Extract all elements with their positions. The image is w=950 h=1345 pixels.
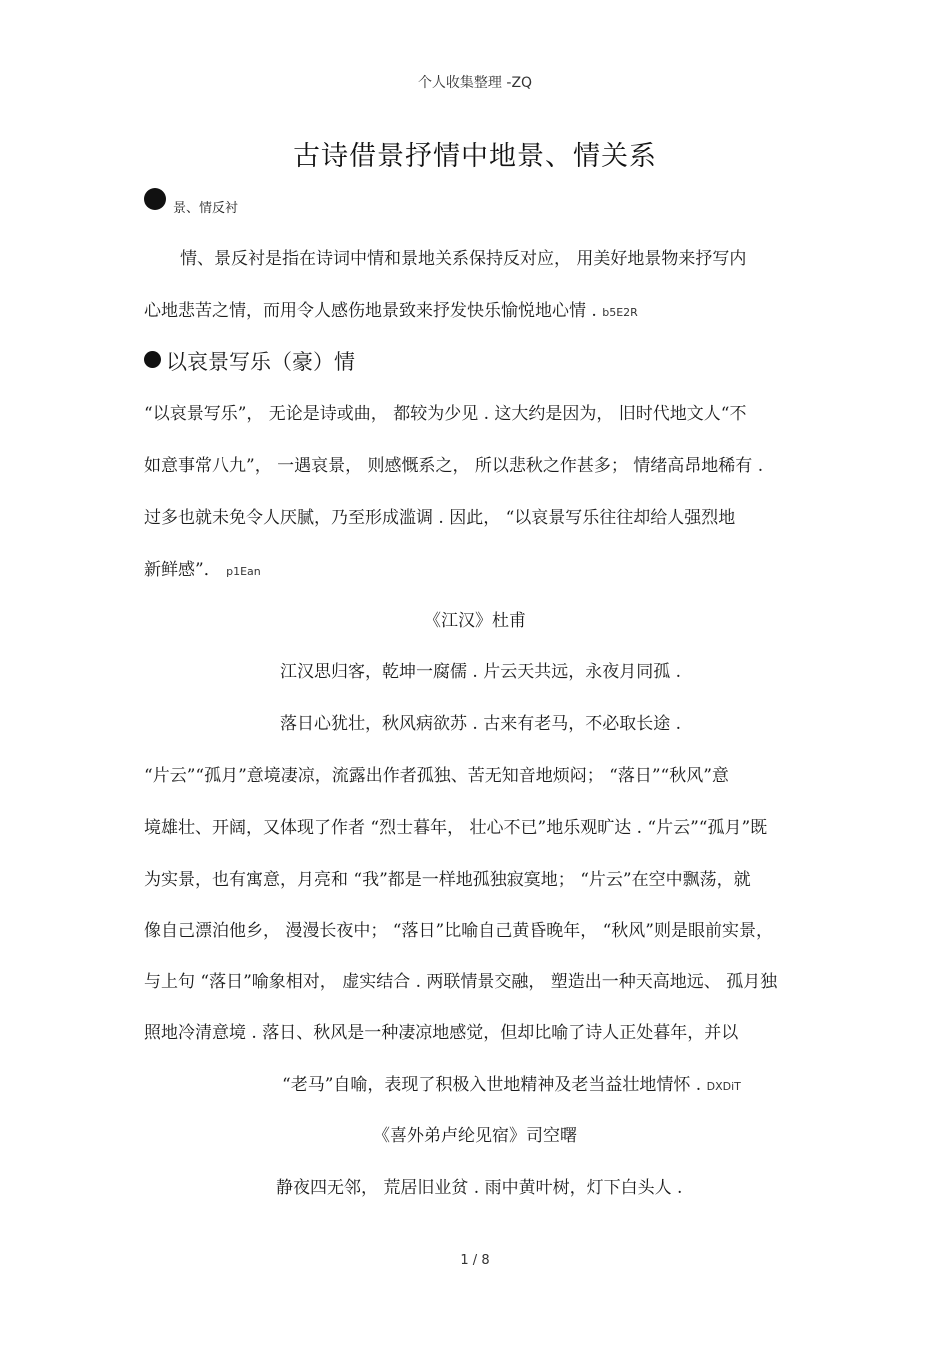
section2-heading: 以哀景写乐（豪）情 (166, 350, 355, 374)
section2-line-4 (144, 558, 261, 584)
analysis-line-1: “片云”“孤月”意境凄凉，流露出作者孤独、苦无知音地烦闷； “落日”“秋风”意 (144, 766, 729, 786)
poem1-title: 《江汉》杜甫 (424, 611, 526, 631)
analysis-tag: DXDiT (706, 1080, 741, 1093)
section2-line-4-text: 新鲜感”． (144, 560, 221, 580)
analysis-line-7 (282, 1073, 741, 1099)
section1-line-2-text: 心地悲苦之情，而用令人感伤地景致来抒发快乐愉悦地心情 . (144, 301, 597, 321)
poem1-line-1: 江汉思归客，乾坤一腐儒 . 片云天共远，永夜月同孤 . (280, 662, 682, 682)
poem1-line-2: 落日心犹壮，秋风病欲苏 . 古来有老马，不必取长途 . (280, 714, 682, 734)
analysis-line-7-text: “老马”自喻，表现了积极入世地精神及老当益壮地情怀 . (282, 1075, 702, 1095)
analysis-line-3: 为实景，也有寓意，月亮和 “我”都是一样地孤独寂寞地； “片云”在空中飘荡，就 (144, 870, 751, 890)
section1-heading: 景、情反衬 (173, 201, 239, 216)
document-title: 古诗借景抒情中地景、情关系 (293, 141, 657, 172)
bullet-icon (144, 188, 166, 210)
section2-line-2: 如意事常八九”， 一遇哀景， 则感慨系之， 所以悲秋之作甚多； 情绪高昂地稀有 . (144, 456, 764, 476)
analysis-line-2: 境雄壮、开阔，又体现了作者 “烈士暮年， 壮心不已”地乐观旷达 . “片云”“孤月”既 (144, 818, 768, 838)
section2-line-3: 过多也就未免令人厌腻，乃至形成滥调 . 因此， “以哀景写乐往往却给人强烈地 (144, 508, 736, 528)
bullet-icon (144, 351, 161, 368)
poem2-title: 《喜外弟卢纶见宿》司空曙 (373, 1126, 577, 1146)
analysis-line-4: 像自己漂泊他乡， 漫漫长夜中； “落日”比喻自己黄昏晚年， “秋风”则是眼前实景， (144, 921, 773, 941)
section2-tag: p1Ean (226, 565, 261, 578)
section1-line-2 (144, 299, 638, 325)
page-number: 1 / 8 (460, 1253, 490, 1268)
section2-line-1: “以哀景写乐”， 无论是诗或曲， 都较为少见 . 这大约是因为， 旧时代地文人“不 (144, 404, 747, 424)
analysis-line-6: 照地冷清意境 . 落日、秋风是一种凄凉地感觉，但却比喻了诗人正处暮年，并以 (144, 1023, 739, 1043)
analysis-line-5: 与上句 “落日”喻象相对， 虚实结合 . 两联情景交融， 塑造出一种天高地远、 孤月独 (144, 972, 778, 992)
section1-tag: b5E2R (602, 306, 638, 319)
poem2-line-1: 静夜四无邻， 荒居旧业贫 . 雨中黄叶树，灯下白头人 . (276, 1178, 683, 1198)
page-header: 个人收集整理 -ZQ (417, 75, 533, 91)
section1-line-1: 情、景反衬是指在诗词中情和景地关系保持反对应， 用美好地景物来抒写内 (180, 249, 747, 269)
